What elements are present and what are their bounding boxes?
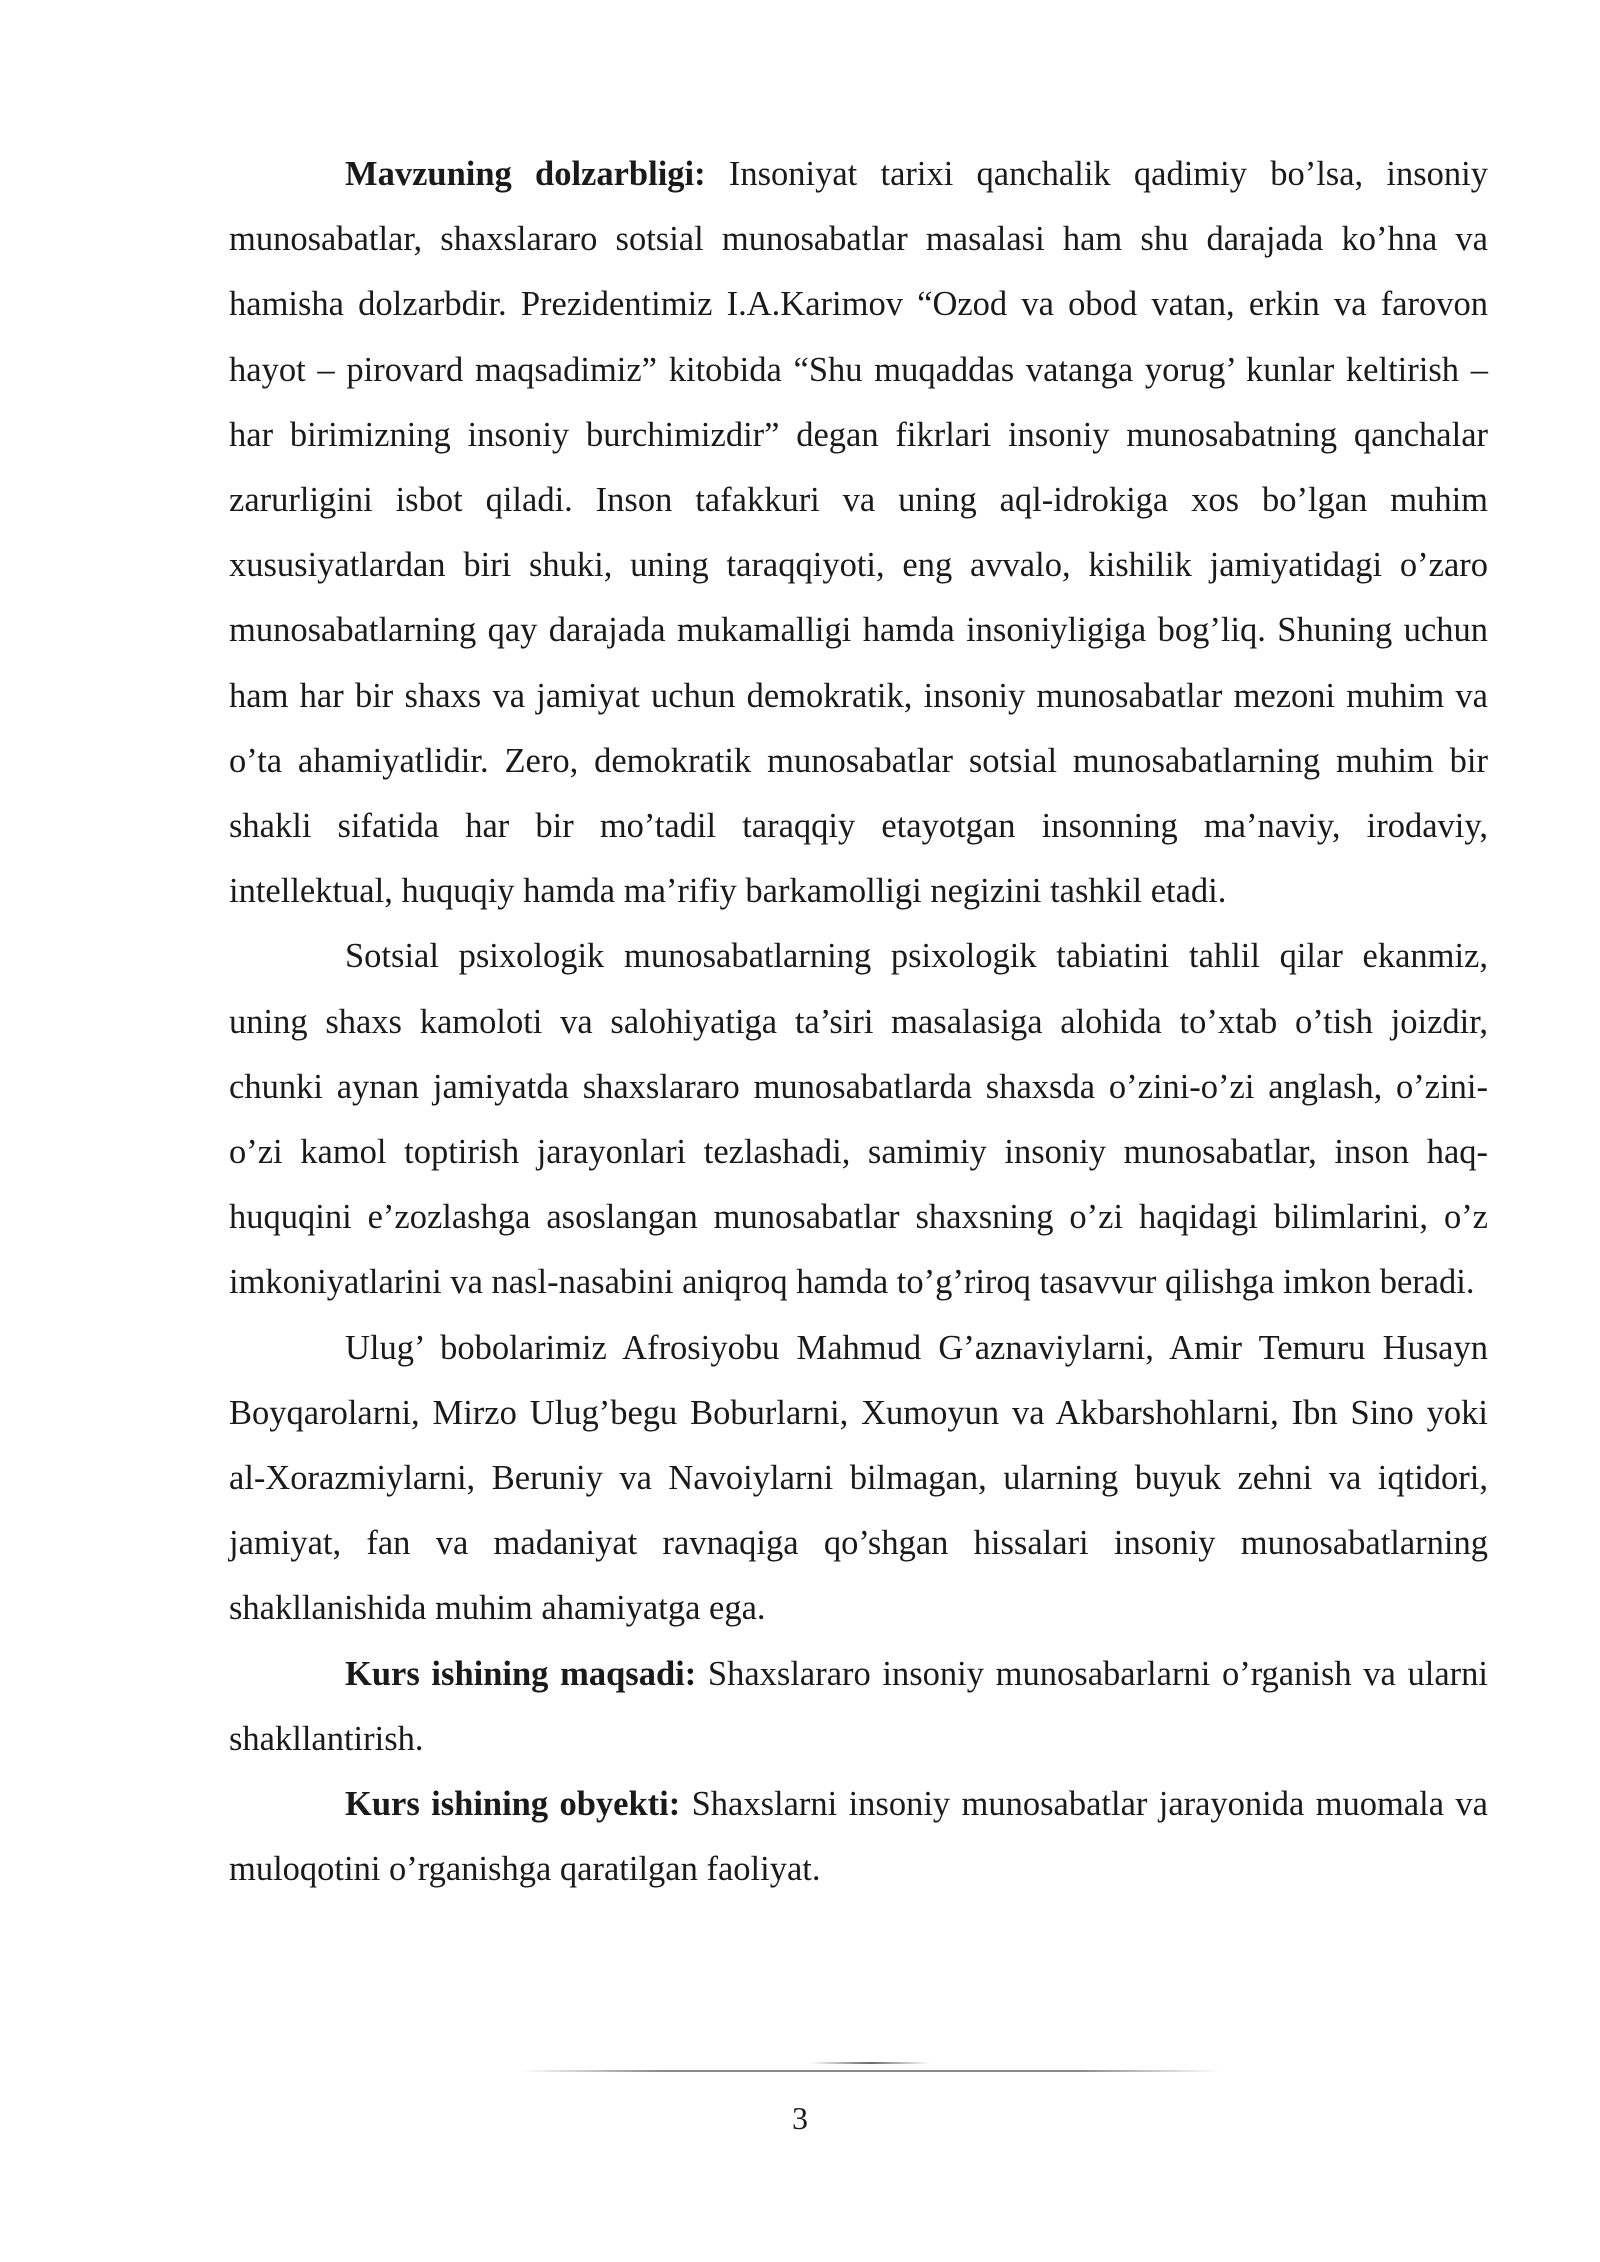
paragraph-obyekt — [229, 1772, 1488, 1902]
paragraph-heading: Mavzuning dolzarbligi: — [345, 155, 706, 193]
page-body — [229, 142, 1488, 1902]
paragraph-dolzarblik — [229, 142, 1488, 924]
paragraph-heading: Kurs ishining maqsadi: — [345, 1654, 697, 1693]
footer-divider-accent — [810, 2062, 930, 2064]
paragraph-maqsad — [229, 1642, 1488, 1772]
paragraph-text: Sotsial psixologik munosabatlarning psixologik tabiatini tahlil qilar ekanmiz, uning shaxs kamoloti va salohiyatiga ta’siri masalasiga alohida to’xtab o’tish joizdir, chunki aynan jamiyatda shaxslararo munosabatlarda shaxsda o’zini-o’zi anglash, o’zini-o’zi kamol toptirish jarayonlari tezlashadi, samimiy insoniy munosabatlar, inson haq-huquqini e’zozlashga asoslangan munosabatlar shaxsning o’zi haqidagi bilimlarini, o’z imkoniyatlarini va nasl-nasabini aniqroq hamda to’g’riroq tasavvur qilishga imkon beradi. — [229, 937, 1488, 1302]
paragraph-text: Insoniyat tarixi qanchalik qadimiy bo’lsa, insoniy munosabatlar, shaxslararo sotsial munosabatlar masalasi ham shu darajada ko’hna va hamisha dolzarbdir. Prezidentimiz I.A.Karimov “Ozod va obod vatan, erkin va farovon hayot – pirovard maqsadimiz” kitobida “Shu muqaddas vatanga yorug’ kunlar keltirish – har birimizning insoniy burchimizdir” degan fikrlari insoniy munosabatning qanchalar zarurligini isbot qiladi. Inson tafakkuri va uning aql-idrokiga xos bo’lgan muhim xususiyatlardan biri shuki, uning taraqqiyoti, eng avvalo, kishilik jamiyatidagi o’zaro munosabatlarning qay darajada mukamalligi hamda insoniyligiga bog’liq. Shuning uchun ham har bir shaxs va jamiyat uchun demokratik, insoniy munosabatlar mezoni muhim va o’ta ahamiyatlidir. Zero, demokratik munosabatlar sotsial munosabatlarning muhim bir shakli sifatida har bir mo’tadil taraqqiy etayotgan insonning ma’naviy, irodaviy, intellektual, huquqiy hamda ma’rifiy barkamolligi negizini tashkil etadi. — [229, 155, 1488, 911]
paragraph-sotsial-psixologik — [229, 924, 1488, 1315]
paragraph-text: Shaxslararo insoniy munosabarlarni o’rganish va ularni shakllantirish. — [229, 1654, 1488, 1758]
footer-divider — [520, 2070, 1220, 2072]
paragraph-heading: Kurs ishining obyekti: — [345, 1785, 681, 1824]
paragraph-text: Ulug’ bobolarimiz Afrosiyobu Mahmud G’aznaviylarni, Amir Temuru Husayn Boyqarolarni, Mirzo Ulug’begu Boburlarni, Xumoyun va Akbarshohlarni, Ibn Sino yoki al-Xorazmiylarni, Beruniy va Navoiylarni bilmagan, ularning buyuk zehni va iqtidori, jamiyat, fan va madaniyat ravnaqiga qo’shgan hissalari insoniy munosabatlarning shakllanishida muhim ahamiyatga ega. — [229, 1328, 1488, 1628]
paragraph-text: Shaxslarni insoniy munosabatlar jarayonida muomala va muloqotini o’rganishga qaratilgan faoliyat. — [229, 1785, 1488, 1889]
paragraph-bobolarimiz — [229, 1316, 1488, 1642]
page-number: 3 — [792, 2100, 808, 2136]
